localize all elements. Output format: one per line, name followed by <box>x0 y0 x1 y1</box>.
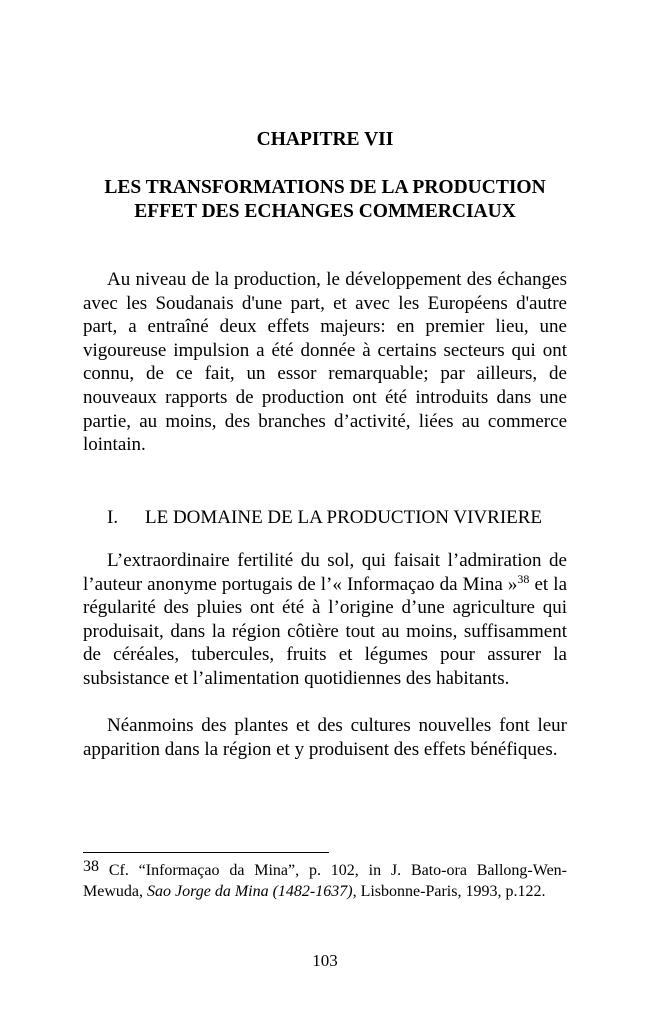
section-number: I. <box>107 507 119 528</box>
chapter-number: CHAPITRE VII <box>256 129 394 150</box>
footnote-reference: 38 <box>517 571 530 586</box>
footnote-number: 38 <box>83 858 99 875</box>
footnote <box>83 858 567 902</box>
intro-paragraph: Au niveau de la production, le développement des échanges avec les Soudanais d'une part, et avec les Européens d'autre part, a entraîné deux effets majeurs: en premier lieu, une vigoureuse impulsion a été donnée à certains secteurs qui ont connu, de ce fait, un essor remarquable; par ailleurs, de nouveaux rapports de production ont été introduits dans une partie, au moins, des branches d’activité, liées au commerce lointain. <box>83 269 567 456</box>
page-number: 103 <box>312 951 338 970</box>
paragraph-text-after-ref: et la régularité des pluies ont été à l’origine d’une agriculture qui produisait, dans la région côtière tout au moins, suffisamment de céréales, tubercules, fruits et légumes pour assurer la subsistance et l’alimentation quotidiennes des habitants. <box>83 573 567 689</box>
chapter-title-line-2: EFFET DES ECHANGES COMMERCIAUX <box>134 201 516 222</box>
footnote-text-before-title: Cf. “Informaçao da Mina”, p. 102, in J. Bato-ora Ballong-Wen-Mewuda, <box>83 862 567 900</box>
section-heading <box>107 506 542 530</box>
footnote-separator <box>83 852 329 853</box>
paragraph-text-before-ref: L’extraordinaire fertilité du sol, qui faisait l’admiration de l’auteur anonyme portugais de l’« Informaçao da Mina » <box>83 550 567 595</box>
paragraph-nouvelles-cultures: Néanmoins des plantes et des cultures nouvelles font leur apparition dans la région et y produisent des effets bénéfiques. <box>83 715 567 760</box>
chapter-title <box>60 176 590 224</box>
footnote-text-after-title: Lisbonne-Paris, 1993, p.122. <box>356 882 546 900</box>
chapter-title-line-1: LES TRANSFORMATIONS DE LA PRODUCTION <box>104 177 546 198</box>
footnote-book-title: Sao Jorge da Mina (1482-1637), <box>146 882 357 900</box>
section-title: LE DOMAINE DE LA PRODUCTION VIVRIERE <box>145 507 543 528</box>
paragraph-production-vivriere <box>83 549 567 691</box>
